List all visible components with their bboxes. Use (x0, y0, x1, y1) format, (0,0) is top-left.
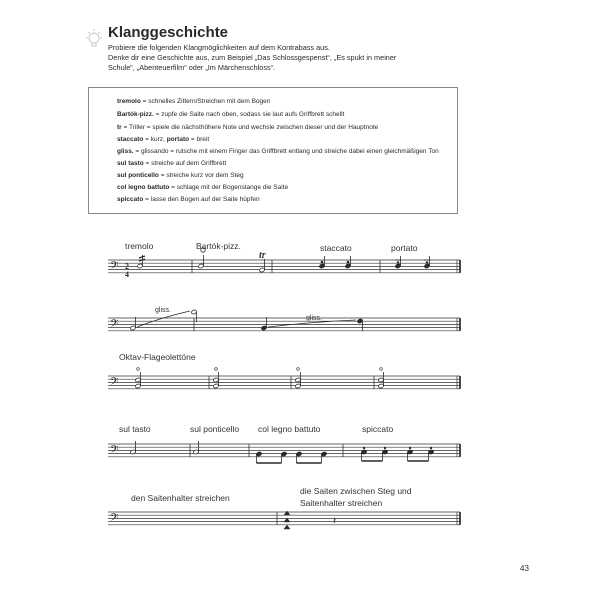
staccato-dot (363, 447, 364, 448)
staff (108, 376, 460, 391)
harmonic-icon (297, 368, 300, 371)
intro-line: Probiere die folgenden Klangmöglichkeiten auf dem Kontrabass aus. (108, 43, 330, 52)
triangle-notehead-icon (284, 525, 290, 529)
intro-line: Denke dir eine Geschichte aus, zum Beispiel „Das Schlossgespenst“, „Es spukt in meiner (108, 53, 397, 62)
label-portato: portato (391, 243, 418, 253)
harmonic-icon (215, 368, 218, 371)
bass-clef-icon: 𝄢 (110, 260, 119, 275)
term-tremolo: tremolo = schnelles Zittern/Streichen mit dem Bogen (117, 98, 271, 105)
term-spiccato: spiccato = lasse den Bogen auf der Saite hüpfen (117, 196, 260, 203)
staccato-dot (321, 261, 323, 263)
label-spiccato: spiccato (362, 424, 394, 434)
label-gliss-1: gliss. (155, 307, 171, 314)
label-gliss-2: gliss. (306, 315, 322, 322)
staccato-dot (384, 447, 385, 448)
staccato-dot (426, 262, 427, 263)
label-flageolett: Oktav-Flageolettöne (119, 352, 196, 362)
term-sul-tasto: sul tasto = streiche auf dem Griffbrett (117, 160, 227, 167)
label-staccato: staccato (320, 243, 352, 253)
label-sul-ponticello: sul ponticello (190, 424, 240, 434)
staves (108, 260, 460, 527)
label-tremolo: tremolo (125, 241, 154, 251)
bass-clef-icon: 𝄢 (110, 444, 119, 459)
term-sul-ponticello: sul ponticello = streiche kurz vor dem Steg (117, 172, 244, 179)
label-trill: tr (259, 250, 266, 261)
term-bartok: Bartók-pizz. = zupfe die Saite nach oben, sodass sie laut aufs Griffbrett schellt (117, 111, 345, 118)
term-trill: tr = Triller = spiele die nächsthöhere Note und wechsle zwischen dieser und der Hauptnote (117, 124, 379, 131)
term-staccato: staccato = kurz, portato = breit (117, 136, 210, 143)
label-col-legno: col legno battuto (258, 424, 321, 434)
bass-clef-icon: 𝄢 (110, 318, 119, 333)
label-steg-2: Saitenhalter streichen (300, 498, 383, 508)
time-signature-top: 2 (125, 262, 129, 271)
staccato-dot (430, 447, 431, 448)
staccato-dot (409, 447, 410, 448)
harmonic-icon (380, 368, 383, 371)
label-steg-1: die Saiten zwischen Steg und (300, 486, 412, 496)
term-gliss: gliss. = glissando = rutsche mit einem Finger das Griffbrett entlang und streiche dabei einen gleichmäßigen Ton (117, 148, 439, 155)
label-saitenhalter: den Saitenhalter streichen (131, 493, 230, 503)
term-col-legno: col legno battuto = schlage mit der Bogenstange die Saite (117, 184, 289, 191)
tremolo-slash (139, 256, 145, 258)
label-sul-tasto: sul tasto (119, 424, 151, 434)
triangle-notehead-icon (284, 511, 290, 515)
time-signature-bottom: 4 (125, 270, 129, 279)
quarter-rest-icon: 𝄽 (333, 516, 337, 527)
label-bartok-pizz: Bartók-pizz. (196, 241, 241, 251)
notation-marks (130, 248, 434, 529)
page-title: Klanggeschichte (108, 24, 229, 41)
staccato-dot (347, 261, 349, 263)
page-number: 43 (520, 564, 529, 573)
staccato-dot (397, 262, 398, 263)
staff (108, 260, 460, 275)
staff (108, 512, 460, 527)
harmonic-icon (137, 368, 140, 371)
bartok-pizz-icon (201, 248, 205, 252)
bass-clef-icon: 𝄢 (110, 512, 119, 527)
bass-clef-icon: 𝄢 (110, 376, 119, 391)
intro-line: Schule“, „Abenteuerfilm“ oder „Im Märchenschloss“. (108, 63, 276, 72)
